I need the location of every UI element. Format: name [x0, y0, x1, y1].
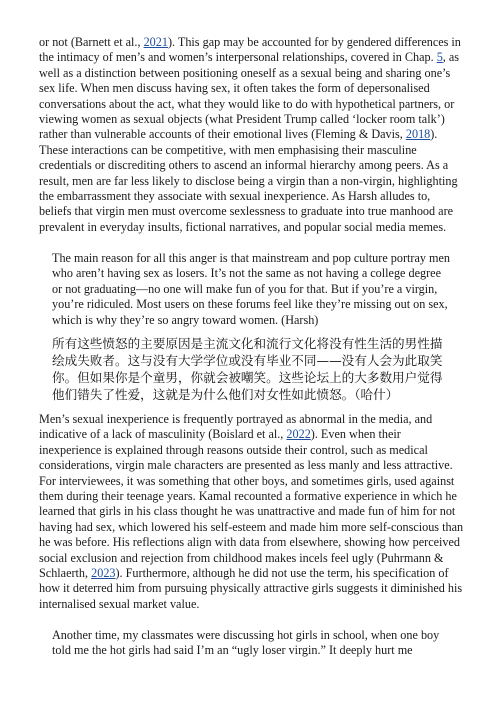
paragraph-1-text-2: ). This gap may be accounted for by gendered differences in the intimacy of men’s and women’s interpersonal relationships, covered in Chap.	[39, 35, 461, 65]
paragraph-1-text-3: , as well as a distinction between positioning oneself as a sexual being and sharing one’s sex life. When men discuss having sex, it often takes the form of depersonalised conversations about the act, what they would like to do with hypothetical partners, or viewing women as sexual objects (what President Trump called ‘locker room talk’) rather than vulnerable accounts of their emotional lives (Fleming & Davis,	[39, 50, 460, 142]
block-quote-harsh: The main reason for all this anger is that mainstream and pop culture portray men who aren’t having sex as losers. It’s not the same as not having a college degree or not graduating—no one will make fun of you for that. But if you’re a virgin, you’re ridiculed. Most users on these forums feel like they’re missing out on sex, which is why they’re so angry toward women. (Harsh)	[52, 251, 450, 327]
citation-link-fleming-2018[interactable]: 2018	[405, 127, 431, 142]
citation-link-barnett-2021[interactable]: 2021	[143, 35, 168, 49]
paragraph-2-text-1: Men’s sexual inexperience is frequently portrayed as abnormal in the media, and indicative of a lack of masculinity (Boislard et al.,	[39, 412, 433, 442]
chapter-5-link[interactable]: 5	[436, 50, 443, 65]
block-quote-kamal: Another time, my classmates were discussing hot girls in school, when one boy told me the hot girls had said I’m an “ugly loser virgin.” It deeply hurt me	[52, 628, 440, 658]
paragraph-2-text-2: ). Even when their inexperience is explained through reasons outside their control, such as medical considerations, virgin male characters are presented as less manly and less attractive. For interviewees, it was something that other boys, and sometimes girls, used against them during their teenage years. Kamal recounted a formative experience in which he learned that girls in his class thought he was unattractive and made fun of him for not having had sex, which lowered his self-esteem and made him more self-conscious than he was before. His reflections align with data from elsewhere, showing how perceived social exclusion and rejection from childhood makes incels feel ugly (Puhrmann & Schlaerth,	[39, 427, 464, 581]
paragraph-1-text-1: or not (Barnett et al.,	[39, 35, 144, 49]
body-paragraph-2	[39, 412, 464, 612]
block-quote-harsh-translation: 所有这些愤怒的主要原因是主流文化和流行文化将没有性生活的男性描绘成失败者。这与没有大学学位或没有毕业不同——没有人会为此取笑你。但如果你是个童男，你就会被嘲笑。这些论坛上的大多数用户觉得他们错失了性爱，这就是为什么他们对女性如此愤怒。（哈什）	[52, 336, 443, 402]
citation-link-puhrmann-2023[interactable]: 2023	[91, 566, 116, 581]
paragraph-1-text-4: ). These interactions can be competitive, with men emphasising their masculine credentials or discrediting others to ascend an informal hierarchy among peers. As a result, men are far less likely to disclose being a virgin than a non-virgin, highlighting the embarrassment they associate with sexual inexperience. As Harsh alludes to, beliefs that virgin men must overcome sexlessness to graduate into true manhood are prevalent in everyday insults, fictional narratives, and popular social media memes.	[39, 127, 458, 234]
citation-link-boislard-2022[interactable]: 2022	[286, 427, 311, 442]
paragraph-2-text-3: ). Furthermore, although he did not use the term, his specification of how it deterred him from pursuing physically attractive girls suggests it diminished his internalised sexual market value.	[39, 566, 463, 611]
body-paragraph-1	[39, 35, 464, 235]
